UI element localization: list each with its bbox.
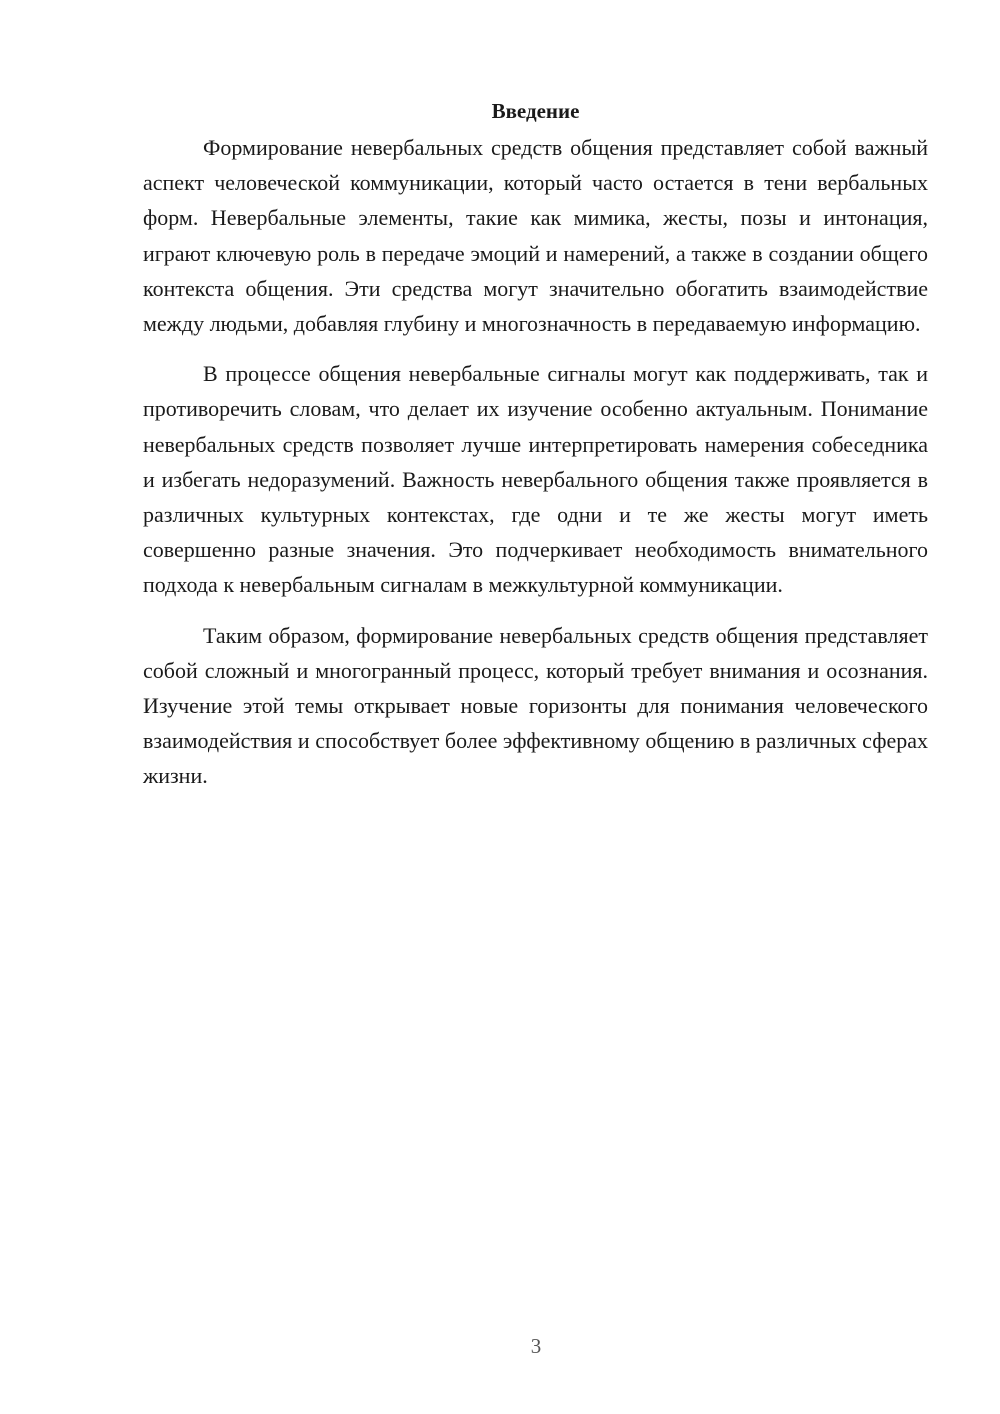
paragraph-2: В процессе общения невербальные сигналы могут как поддерживать, так и противоречить словам, что делает их изучение особенно актуальным. Понимание невербальных средств позволяет лучше интерпретировать намерения собеседника и избегать недоразумений. Важность невербального общения также проявляется в различных культурных контекстах, где одни и те же жесты могут иметь совершенно разные значения. Это подчеркивает необходимость внимательного подхода к невербальным сигналам в межкультурной коммуникации. [143,361,928,598]
page-number: 3 [530,1334,542,1358]
page-content [143,94,928,809]
paragraph-1: Формирование невербальных средств общения представляет собой важный аспект человеческой коммуникации, который часто остается в тени вербальных форм. Невербальные элементы, такие как мимика, жесты, позы и интонация, играют ключевую роль в передаче эмоций и намерений, а также в создании общего контекста общения. Эти средства могут значительно обогатить взаимодействие между людьми, добавляя глубину и многозначность в передаваемую информацию. [143,135,928,337]
paragraph-3: Таким образом, формирование невербальных средств общения представляет собой сложный и многогранный процесс, который требует внимания и осознания. Изучение этой темы открывает новые горизонты для понимания человеческого взаимодействия и способствует более эффективному общению в различных сферах жизни. [143,622,928,789]
section-heading: Введение [491,99,580,123]
